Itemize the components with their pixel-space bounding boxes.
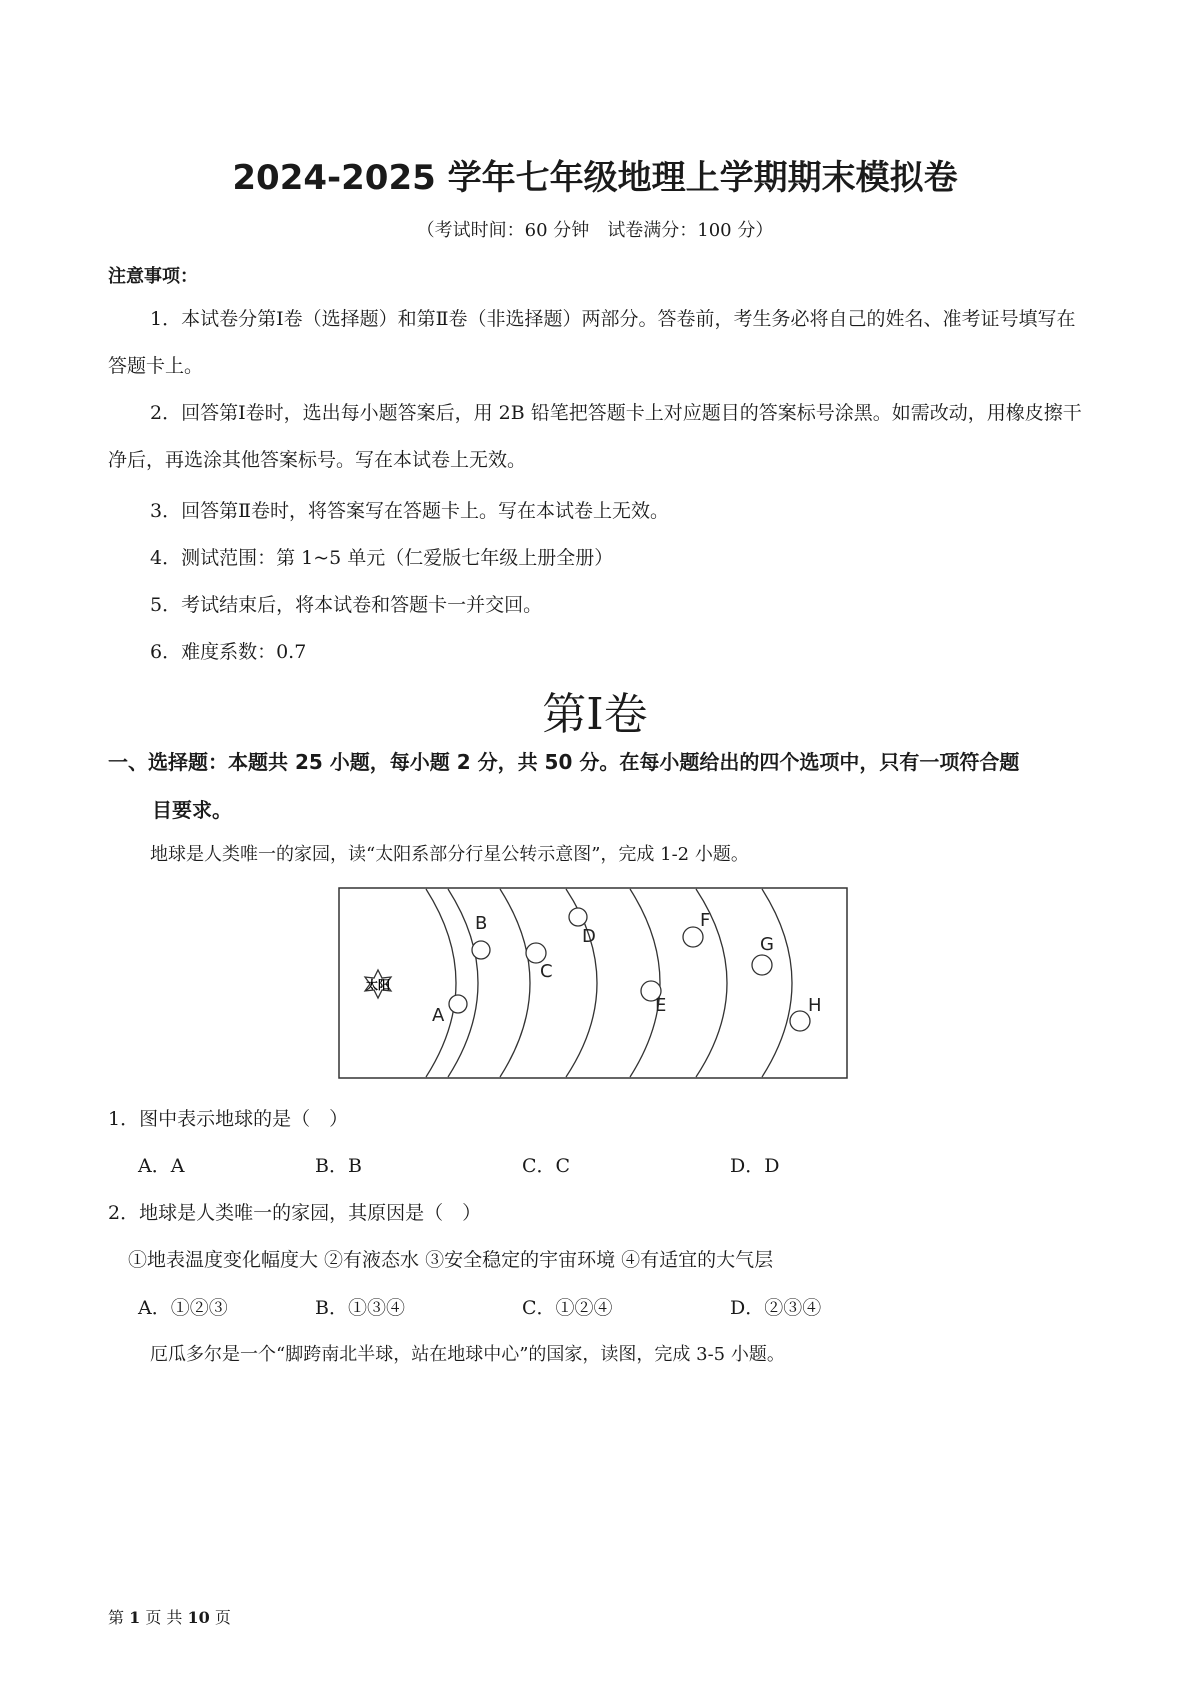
footer-page-number: 1 [129, 1608, 141, 1627]
planet-label-c: C [540, 961, 553, 982]
q1-option-c: C．C [522, 1155, 571, 1177]
q2-option-d: D．②③④ [730, 1297, 822, 1319]
sun-label: 太阳 [365, 978, 391, 992]
intro-q1-2: 地球是人类唯一的家园，读“太阳系部分行星公转示意图”，完成 1-2 小题。 [150, 844, 749, 865]
section-heading [108, 738, 1088, 834]
page-footer [108, 1605, 231, 1628]
exam-title: 2024-2025 学年七年级地理上学期期末模拟卷 [232, 158, 958, 198]
planet-h-icon [790, 1011, 810, 1031]
notice-item-4: 4．测试范围：第 1~5 单元（仁爱版七年级上册全册） [150, 547, 614, 569]
footer-mid: 页 共 [145, 1608, 183, 1627]
planet-label-e: E [655, 995, 667, 1016]
notice-item-2: 2．回答第Ⅰ卷时，选出每小题答案后，用 2B 铅笔把答题卡上对应题目的答案标号涂黑。如需改动，用橡皮擦干净后，再选涂其他答案标号。写在本试卷上无效。 [108, 402, 1082, 471]
question-2-stem: 2．地球是人类唯一的家园，其原因是（ ） [108, 1202, 482, 1224]
q1-option-a: A．A [138, 1155, 185, 1177]
question-1-stem: 1．图中表示地球的是（ ） [108, 1108, 349, 1130]
volume-title: 第Ⅰ卷 [542, 689, 648, 740]
q2-option-a: A．①②③ [138, 1297, 228, 1319]
notice-item-1: 1．本试卷分第Ⅰ卷（选择题）和第Ⅱ卷（非选择题）两部分。答卷前，考生务必将自己的姓名、准考证号填写在答题卡上。 [108, 308, 1076, 377]
planet-label-a: A [432, 1005, 445, 1026]
section-line-1: 一、选择题：本题共 25 小题，每小题 2 分，共 50 分。在每小题给出的四个选项中，只有一项符合题 [108, 750, 1020, 774]
notice-item-6: 6．难度系数：0.7 [150, 641, 307, 663]
q2-option-b: B．①③④ [315, 1297, 405, 1319]
notice-item-5: 5．考试结束后，将本试卷和答题卡一并交回。 [150, 594, 543, 616]
notice-item-3: 3．回答第Ⅱ卷时，将答案写在答题卡上。写在本试卷上无效。 [150, 500, 670, 522]
planet-label-h: H [808, 995, 822, 1016]
q1-option-d: D．D [730, 1155, 780, 1177]
planet-g-icon [752, 955, 772, 975]
solar-system-diagram [338, 887, 848, 1079]
planet-d-icon [569, 908, 587, 926]
footer-total-pages: 10 [187, 1608, 210, 1627]
section-line-2: 目要求。 [152, 798, 232, 822]
q2-option-c: C．①②④ [522, 1297, 613, 1319]
planet-a-icon [449, 995, 467, 1013]
planet-b-icon [472, 941, 490, 959]
intro-q3-5: 厄瓜多尔是一个“脚跨南北半球，站在地球中心”的国家，读图，完成 3-5 小题。 [150, 1344, 785, 1365]
question-2-statements: ①地表温度变化幅度大 ②有液态水 ③安全稳定的宇宙环境 ④有适宜的大气层 [128, 1249, 774, 1271]
planet-c-icon [526, 943, 546, 963]
planet-label-b: B [475, 913, 488, 934]
notice-heading: 注意事项： [108, 266, 198, 287]
planet-label-f: F [700, 910, 711, 931]
exam-subtitle: （考试时间：60 分钟 试卷满分：100 分） [416, 220, 774, 241]
q1-option-b: B．B [315, 1155, 362, 1177]
planet-label-d: D [582, 926, 596, 947]
diagram-frame [339, 888, 847, 1078]
planet-label-g: G [760, 934, 774, 955]
footer-prefix: 第 [108, 1608, 125, 1627]
footer-suffix: 页 [214, 1608, 231, 1627]
